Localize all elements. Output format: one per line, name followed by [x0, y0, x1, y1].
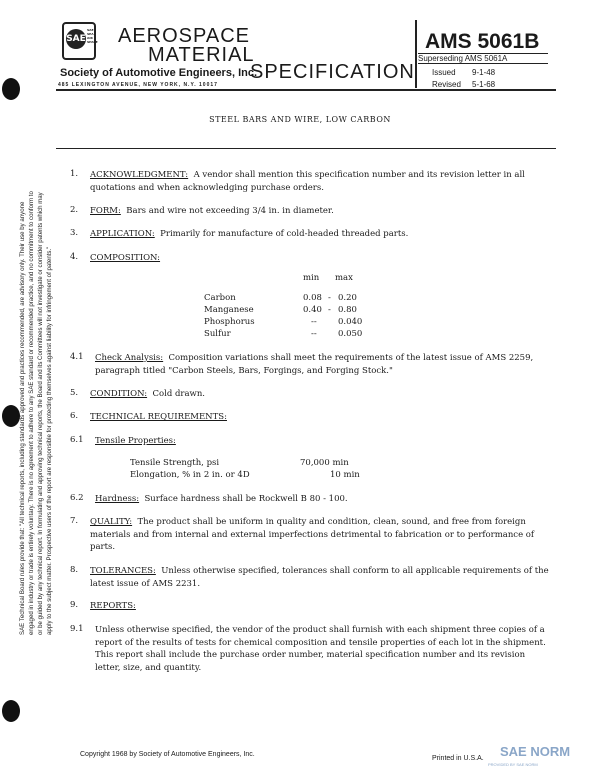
- composition-sep: -: [328, 293, 331, 303]
- composition-max: 0.80: [338, 305, 357, 315]
- composition-sep: -: [328, 305, 331, 315]
- composition-min: --: [311, 329, 317, 339]
- header-divider: [415, 20, 417, 88]
- section-check-analysis: Check Analysis: Composition variations shall meet the requirements of the latest issue of AMS 2259, paragraph titled "Carbon Steels, Bars, Forgings, and Forging Stock.": [95, 353, 534, 376]
- section-number: 7.: [70, 516, 79, 526]
- tensile-label: Elongation, % in 2 in. or 4D: [130, 470, 250, 480]
- section-reports: REPORTS:: [90, 601, 136, 611]
- composition-element: Sulfur: [204, 329, 231, 339]
- document-title: STEEL BARS AND WIRE, LOW CARBON: [209, 115, 391, 124]
- section-number: 6.2: [70, 493, 84, 503]
- section-number: 1.: [70, 169, 79, 179]
- sae-logo: [62, 22, 96, 60]
- section-tensile-properties: Tensile Properties:: [95, 436, 176, 446]
- section-condition: CONDITION: Cold drawn.: [90, 389, 205, 399]
- spec-number: AMS 5061B: [425, 30, 540, 53]
- printed-notice: Printed in U.S.A.: [432, 755, 484, 762]
- title-rule: [56, 148, 556, 149]
- sae-norm-watermark: SAE NORM: [500, 744, 571, 759]
- section-number: 9.1: [70, 624, 84, 634]
- composition-max: 0.050: [338, 329, 363, 339]
- composition-element: Carbon: [204, 293, 236, 303]
- section-number: 6.1: [70, 435, 84, 445]
- section-number: 9.: [70, 600, 79, 610]
- section-number: 3.: [70, 228, 79, 238]
- org-address: 485 LEXINGTON AVENUE, NEW YORK, N.Y. 10017: [58, 82, 218, 88]
- composition-max: 0.040: [338, 317, 363, 327]
- section-reports-detail: Unless otherwise specified, the vendor of the product shall furnish with each shipment three copies of a report of the results of tests for chemical composition and tensile properties of each lot in the shipment. This report shall include the purchase order number, material specification number and its revision letter, size, and quantity.: [95, 625, 546, 673]
- section-form: FORM: Bars and wire not exceeding 3/4 in. in diameter.: [90, 206, 334, 216]
- section-quality: QUALITY: The product shall be uniform in quality and condition, clean, sound, and free from foreign materials and from internal and external imperfections detrimental to fabrication or to performance of parts.: [90, 517, 535, 552]
- title-material: MATERIAL: [148, 44, 255, 66]
- composition-element: Phosphorus: [204, 317, 255, 327]
- header-rule: [56, 89, 556, 91]
- tensile-value: 10 min: [330, 470, 360, 480]
- tensile-value: 70,000 min: [300, 458, 349, 468]
- section-number: 2.: [70, 205, 79, 215]
- composition-min: 0.40: [303, 305, 322, 315]
- title-aerospace: AEROSPACE: [118, 25, 250, 47]
- title-specification: SPECIFICATION: [250, 61, 415, 83]
- section-application: APPLICATION: Primarily for manufacture of cold-headed threaded parts.: [90, 229, 409, 239]
- composition-element: Manganese: [204, 305, 254, 315]
- org-name: Society of Automotive Engineers, Inc.: [60, 67, 258, 79]
- tensile-label: Tensile Strength, psi: [130, 458, 220, 468]
- composition-col-min: min: [303, 273, 320, 283]
- section-number: 4.1: [70, 352, 84, 362]
- composition-min: --: [311, 317, 317, 327]
- binder-hole: [2, 700, 20, 722]
- revised-label: Revised: [432, 80, 461, 89]
- issued-date: 9-1-48: [472, 68, 496, 77]
- sae-disclaimer-note: SAE Technical Board rules provide that: "All technical reports, including standards approved and practices recommended, are advisory only. Their use by anyone engaged in industry or trade is entirely voluntary. There is no agreement to adhere to any SAE standard or recommended practice, and no commitment to conform to or be guided by any technical report. In formulating and approving technical reports, the Board and its Committees will not investigate or consider patents which may apply to the subject matter. Prospective users of the report are responsible for protecting themselves against liability for infringement of patents.": [19, 191, 53, 635]
- section-tolerances: TOLERANCES: Unless otherwise specified, tolerances shall conform to all applicable requirements of the latest issue of AMS 2231.: [90, 566, 549, 589]
- section-number: 5.: [70, 388, 79, 398]
- revised-date: 5-1-68: [472, 80, 496, 89]
- issued-label: Issued: [432, 68, 456, 77]
- section-number: 6.: [70, 411, 79, 421]
- composition-col-max: max: [335, 273, 353, 283]
- section-acknowledgment: ACKNOWLEDGMENT: A vendor shall mention this specification number and its revision letter in all quotations and when acknowledging purchase orders.: [90, 170, 525, 193]
- logo-small-text: SAE SEA AIR SPACE: [87, 28, 98, 44]
- binder-hole: [2, 78, 20, 100]
- section-composition: COMPOSITION:: [90, 253, 161, 263]
- section-number: 4.: [70, 252, 79, 262]
- composition-min: 0.08: [303, 293, 322, 303]
- logo-emblem: SAE: [66, 29, 86, 49]
- copyright-notice: Copyright 1968 by Society of Automotive Engineers, Inc.: [80, 751, 255, 758]
- supersedes-note: Superseding AMS 5061A: [418, 53, 548, 64]
- section-hardness: Hardness: Surface hardness shall be Rockwell B 80 - 100.: [95, 494, 348, 504]
- section-number: 8.: [70, 565, 79, 575]
- composition-max: 0.20: [338, 293, 357, 303]
- watermark-subtext: PROVIDED BY SAE NORM: [488, 762, 538, 767]
- section-technical-requirements: TECHNICAL REQUIREMENTS:: [90, 412, 227, 422]
